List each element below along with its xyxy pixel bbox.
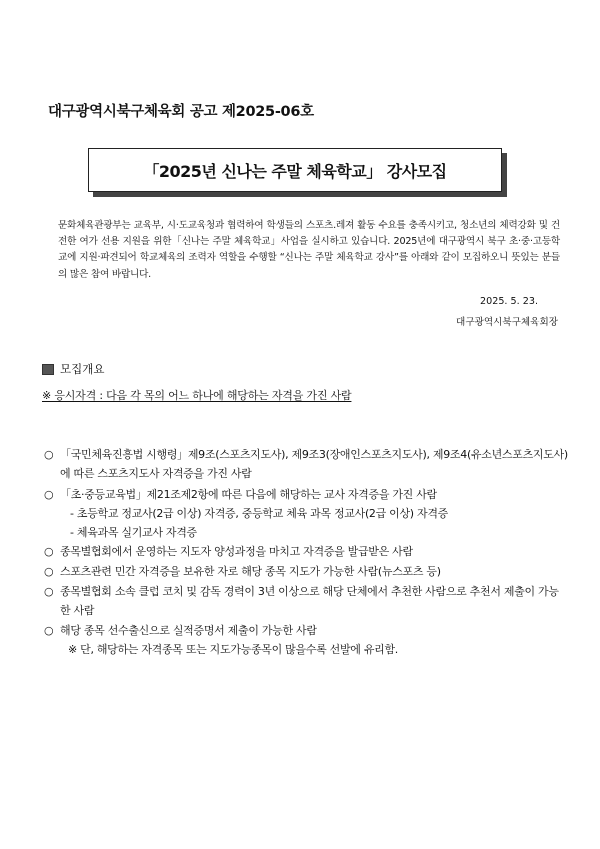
announcement-date: 2025. 5. 23. (480, 296, 538, 307)
list-item (44, 445, 568, 483)
list-item-text: 종목별협회에서 운영하는 지도자 양성과정을 마치고 자격증을 발급받은 사람 (60, 545, 413, 558)
circle-bullet-icon: ○ (44, 565, 54, 578)
list-item (44, 542, 568, 561)
list-item (44, 621, 568, 640)
section-heading (42, 361, 104, 377)
intro-paragraph: 문화체육관광부는 교육부, 시·도교육청과 협력하여 학생들의 스포츠.레져 활동 수요를 충족시키고, 청소년의 체력강화 및 건전한 여가 선용 지원을 위한「신나는 주말 체육학교」사업을 실시하고 있습니다. 2025년에 대구광역시 북구 초·중·고등학교에 지원·파견되어 학교체육의 조력자 역할을 수행할 “신나는 주말 체육학교 강사”를 아래와 같이 모집하오니 뜻있는 분들의 많은 참여 바랍니다. (58, 220, 560, 280)
qualification-heading: ※ 응시자격 : 다음 각 목의 어느 하나에 해당하는 자격을 가진 사람 (42, 389, 352, 402)
sub-item: - 체육과목 실기교사 자격증 (70, 526, 197, 539)
list-item (44, 485, 568, 504)
list-item-text: 「초·중등교육법」제21조제2항에 따른 다음에 해당하는 교사 자격증을 가진 사람 (60, 488, 437, 501)
circle-bullet-icon: ○ (44, 545, 54, 558)
issuing-organization: 대구광역시북구체육회장 (456, 317, 558, 328)
page-title: 「2025년 신나는 주말 체육학교」 강사모집 (143, 161, 447, 181)
list-item (44, 562, 568, 581)
section-title: 모집개요 (60, 362, 105, 376)
sub-item: - 초등학교 정교사(2급 이상) 자격증, 중등학교 체육 과목 정교사(2급 이상) 자격증 (70, 507, 448, 520)
footnote: ※ 단, 해당하는 자격종목 또는 지도가능종목이 많을수록 선발에 유리함. (68, 643, 399, 656)
list-item-text: 해당 종목 선수출신으로 실적증명서 제출이 가능한 사람 (60, 624, 317, 637)
qualification-list (44, 445, 568, 659)
list-item-text: 「국민체육진흥법 시행령」제9조(스포츠지도사), 제9조3(장애인스포츠지도사), 제9조4(유소년스포츠지도사)에 따른 스포츠지도사 자격증을 가진 사람 (60, 448, 568, 480)
square-bullet-icon (42, 364, 54, 375)
circle-bullet-icon: ○ (44, 585, 54, 598)
notice-number: 대구광역시북구체육회 공고 제2025-06호 (48, 104, 314, 120)
circle-bullet-icon: ○ (44, 448, 54, 461)
circle-bullet-icon: ○ (44, 488, 54, 501)
list-item (44, 582, 568, 620)
title-box (88, 148, 502, 192)
list-item-text: 스포츠관련 민간 자격증을 보유한 자로 해당 종목 지도가 가능한 사람(뉴스포츠 등) (60, 565, 441, 578)
list-item-text: 종목별협회 소속 클럽 코치 및 감독 경력이 3년 이상으로 해당 단체에서 추천한 사람으로 추천서 제출이 가능한 사람 (60, 585, 559, 617)
circle-bullet-icon: ○ (44, 624, 54, 637)
